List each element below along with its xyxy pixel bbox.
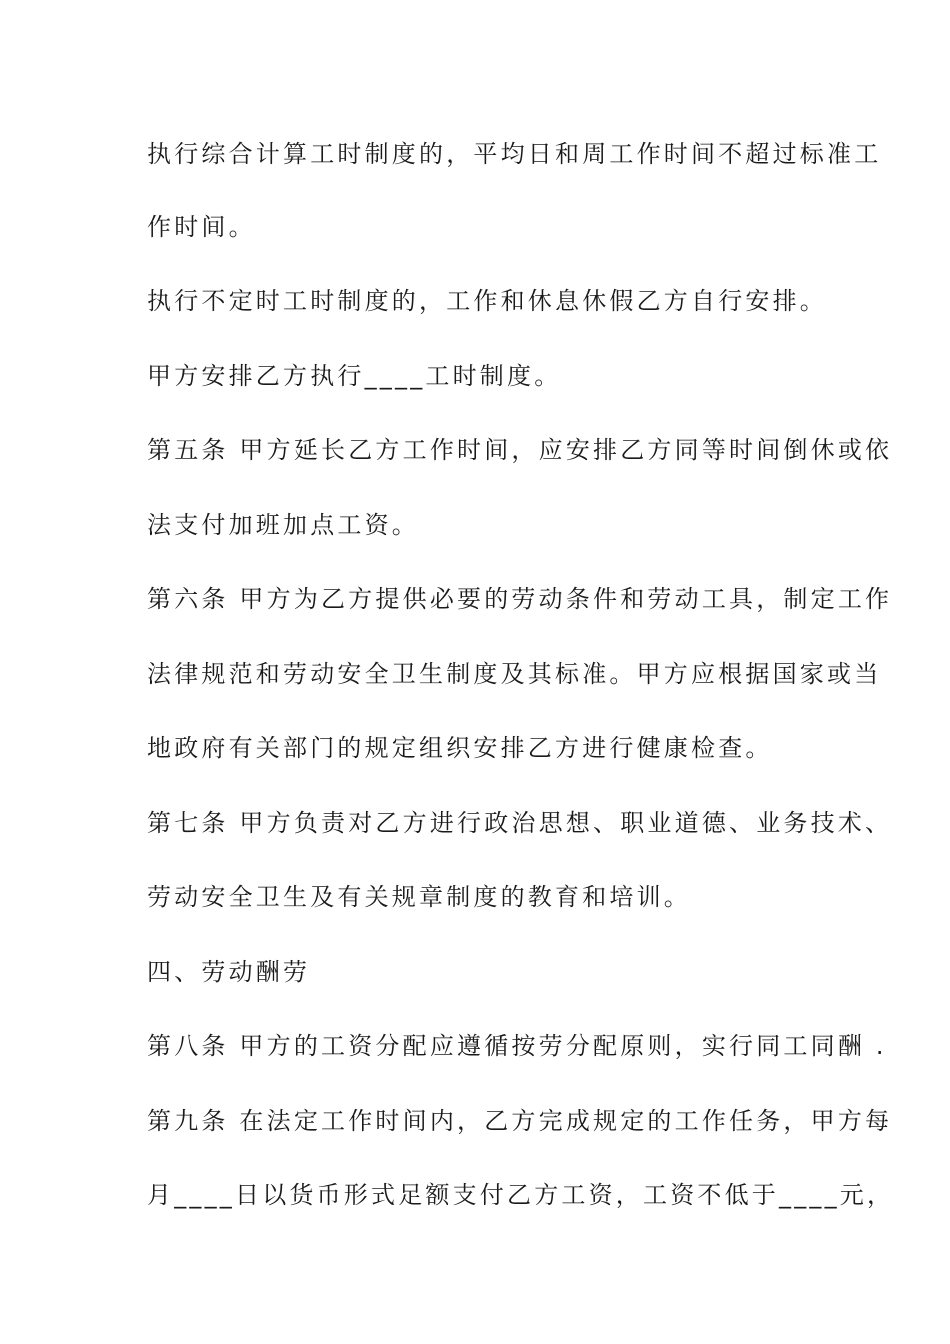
- text-line: 法律规范和劳动安全卫生制度及其标准。甲方应根据国家或当: [147, 660, 882, 688]
- text-line: 月____日以货币形式足额支付乙方工资，工资不低于____元，: [147, 1181, 895, 1209]
- article-9-line: 第九条 在法定工作时间内，乙方完成规定的工作任务，甲方每: [147, 1107, 893, 1135]
- text-line: 执行不定时工时制度的，工作和休息休假乙方自行安排。: [147, 287, 827, 315]
- text-line: 执行综合计算工时制度的，平均日和周工作时间不超过标准工: [147, 140, 882, 168]
- article-7-line: 第七条 甲方负责对乙方进行政治思想、职业道德、业务技术、: [147, 809, 893, 837]
- text-line: 法支付加班加点工资。: [147, 511, 419, 539]
- article-5-line: 第五条 甲方延长乙方工作时间，应安排乙方同等时间倒休或依: [147, 436, 893, 464]
- article-6-line: 第六条 甲方为乙方提供必要的劳动条件和劳动工具，制定工作: [147, 585, 893, 613]
- text-line: 作时间。: [147, 213, 256, 241]
- article-8-line: 第八条 甲方的工资分配应遵循按劳分配原则，实行同工同酬 .: [147, 1032, 887, 1060]
- text-line: 甲方安排乙方执行____工时制度。: [147, 362, 562, 390]
- text-line: 地政府有关部门的规定组织安排乙方进行健康检查。: [147, 734, 773, 762]
- section-heading: 四、劳动酬劳: [147, 958, 311, 986]
- text-line: 劳动安全卫生及有关规章制度的教育和培训。: [147, 883, 691, 911]
